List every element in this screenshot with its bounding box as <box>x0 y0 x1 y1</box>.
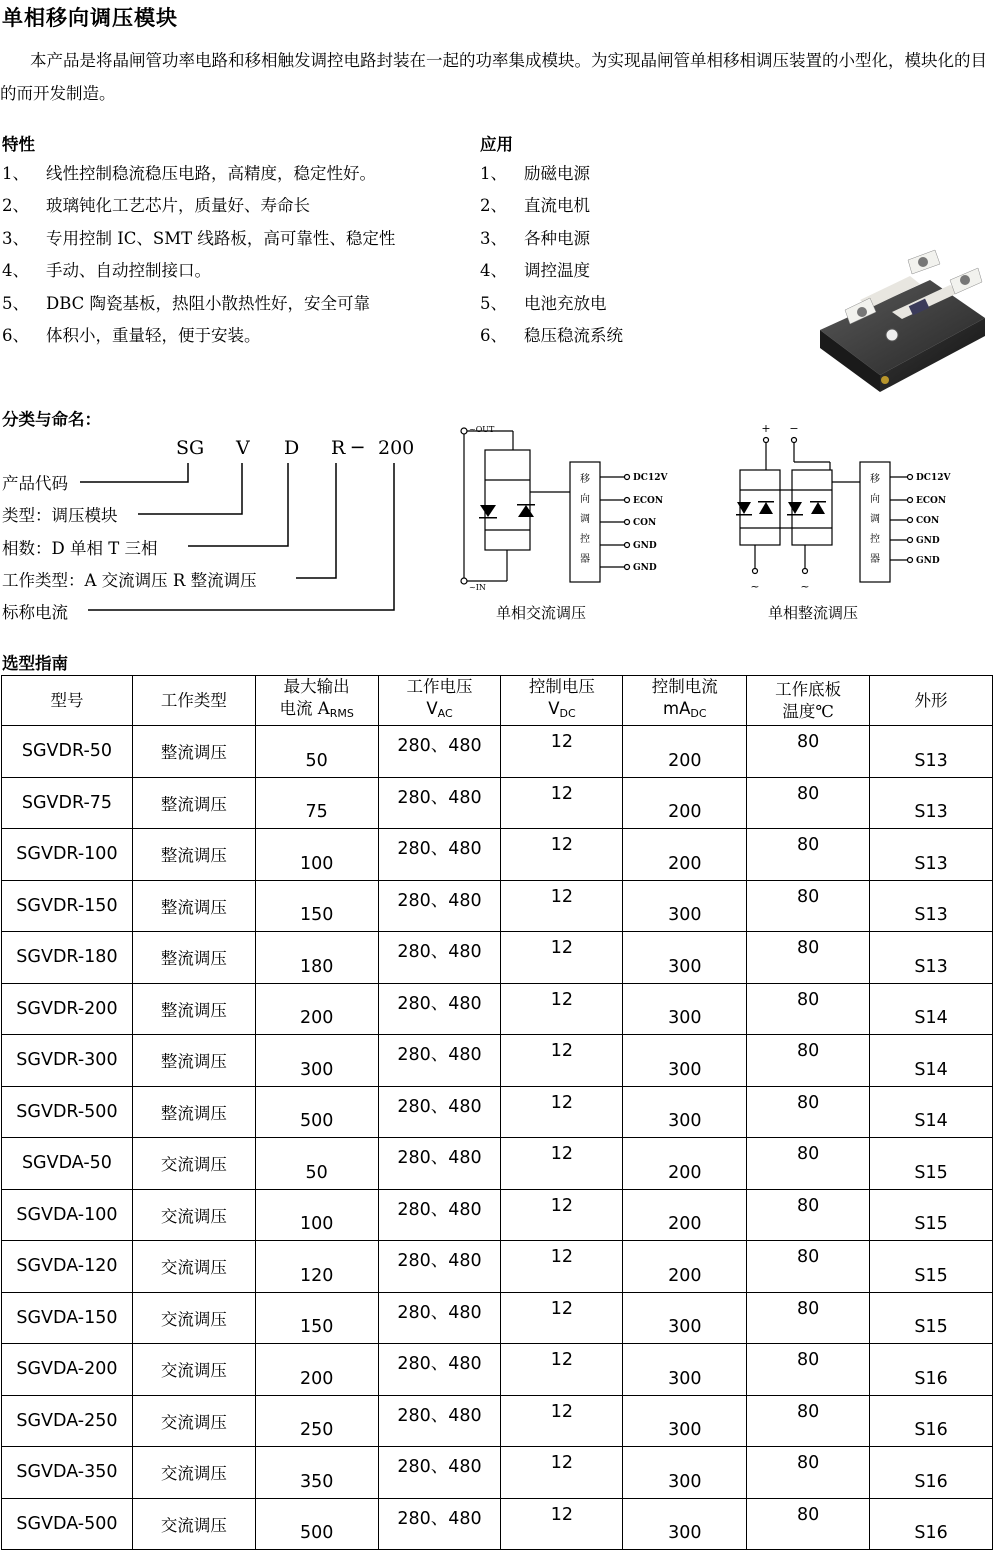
col-header-type: 工作类型 <box>132 676 255 726</box>
dc-pin-label: ECON <box>916 496 947 506</box>
list-item: 1、 励磁电源 <box>480 164 590 183</box>
table-row <box>2 880 993 932</box>
current-cell: 300 <box>255 1035 378 1087</box>
control-voltage-cell: 12 <box>501 1189 623 1241</box>
list-item: 3、 各种电源 <box>480 228 590 248</box>
list-item: 6、 稳压稳流系统 <box>480 326 623 346</box>
control-current-cell: 300 <box>623 1292 747 1344</box>
table-row <box>2 1344 993 1396</box>
type-cell: 整流调压 <box>132 983 255 1035</box>
type-cell: 交流调压 <box>132 1498 255 1550</box>
shape-cell: S15 <box>870 1189 993 1241</box>
list-item: 6、 体积小，重量轻，便于安装。 <box>2 326 261 346</box>
temperature-cell: 80 <box>747 1344 870 1396</box>
control-voltage-cell: 12 <box>501 1395 623 1447</box>
col-header-current: 最大输出 电流 $A_{RMS}$ <box>255 676 378 726</box>
model-cell: SGVDA-250 <box>2 1395 133 1447</box>
control-voltage-cell: 12 <box>501 1035 623 1087</box>
table-row <box>2 1138 993 1190</box>
control-voltage-cell: 12 <box>501 1138 623 1190</box>
code-v: V <box>236 437 250 459</box>
current-cell: 75 <box>255 777 378 829</box>
ac-controller-char: 控 <box>580 534 590 545</box>
control-current-cell: 200 <box>623 1138 747 1190</box>
list-item: 5、 电池充放电 <box>480 293 607 313</box>
ac-controller-char: 调 <box>580 514 590 525</box>
control-voltage-cell: 12 <box>501 1447 623 1499</box>
type-cell: 整流调压 <box>132 829 255 881</box>
type-cell: 交流调压 <box>132 1292 255 1344</box>
current-cell: 50 <box>255 1138 378 1190</box>
control-voltage-cell: 12 <box>501 983 623 1035</box>
voltage-cell: 280、480 <box>378 1395 501 1447</box>
selection-heading: 选型指南 <box>2 654 68 673</box>
model-cell: SGVDR-200 <box>2 983 133 1035</box>
type-cell: 整流调压 <box>132 880 255 932</box>
dc-controller-char: 向 <box>870 494 880 505</box>
control-current-cell: 300 <box>623 880 747 932</box>
dc-controller-char: 调 <box>870 514 880 525</box>
control-current-cell: 300 <box>623 1447 747 1499</box>
current-cell: 150 <box>255 1292 378 1344</box>
temperature-cell: 80 <box>747 726 870 778</box>
list-item: 4、 调控温度 <box>480 261 590 281</box>
table-row <box>2 1189 993 1241</box>
type-cell: 交流调压 <box>132 1189 255 1241</box>
control-current-cell: 200 <box>623 1241 747 1293</box>
voltage-cell: 280、480 <box>378 1344 501 1396</box>
selection-table <box>1 675 993 1550</box>
temperature-cell: 80 <box>747 932 870 984</box>
voltage-cell: 280、480 <box>378 1189 501 1241</box>
model-cell: SGVDA-120 <box>2 1241 133 1293</box>
table-row <box>2 1395 993 1447</box>
ac-pin-label: CON <box>633 518 657 528</box>
shape-cell: S14 <box>870 983 993 1035</box>
dc-tilde-label: ~ <box>800 580 810 593</box>
shape-cell: S13 <box>870 777 993 829</box>
table-row <box>2 777 993 829</box>
table-row <box>2 1241 993 1293</box>
temperature-cell: 80 <box>747 829 870 881</box>
ac-controller-char: 移 <box>580 474 590 485</box>
type-cell: 交流调压 <box>132 1138 255 1190</box>
naming-label-product-code: 产品代码 <box>2 474 68 493</box>
list-item: 1、 线性控制稳流稳压电路，高精度，稳定性好。 <box>2 164 376 183</box>
code-d: D <box>284 437 300 459</box>
list-item: 2、 直流电机 <box>480 196 590 216</box>
table-row <box>2 829 993 881</box>
code-sg: SG <box>176 437 205 459</box>
control-current-cell: 200 <box>623 1189 747 1241</box>
control-current-cell: 200 <box>623 829 747 881</box>
temperature-cell: 80 <box>747 1292 870 1344</box>
control-voltage-cell: 12 <box>501 777 623 829</box>
temperature-cell: 80 <box>747 1138 870 1190</box>
shape-cell: S14 <box>870 1086 993 1138</box>
temperature-cell: 80 <box>747 1035 870 1087</box>
model-cell: SGVDR-180 <box>2 932 133 984</box>
dc-minus-label: − <box>789 422 799 435</box>
type-cell: 交流调压 <box>132 1344 255 1396</box>
col-header-voltage: 工作电压 $V_{AC}$ <box>378 676 501 726</box>
voltage-cell: 280、480 <box>378 777 501 829</box>
ac-controller-char: 向 <box>580 494 590 505</box>
voltage-cell: 280、480 <box>378 880 501 932</box>
intro-text: 本产品是将晶闸管功率电路和移相触发调控电路封装在一起的功率集成模块。为实现晶闸管单相移相调压装置的小型化，模块化的目的而开发制造。 <box>0 51 987 103</box>
table-row <box>2 983 993 1035</box>
ac-pin-label: ECON <box>633 496 664 506</box>
model-cell: SGVDA-200 <box>2 1344 133 1396</box>
model-cell: SGVDR-100 <box>2 829 133 881</box>
naming-label-phase: 相数：D 单相 T 三相 <box>2 539 158 558</box>
ac-pin-label: GND <box>633 541 657 551</box>
table-row <box>2 1292 993 1344</box>
control-current-cell: 300 <box>623 1035 747 1087</box>
selection-table-body <box>2 726 993 1550</box>
table-header-row <box>2 676 993 726</box>
shape-cell: S13 <box>870 880 993 932</box>
current-cell: 120 <box>255 1241 378 1293</box>
current-cell: 100 <box>255 829 378 881</box>
control-voltage-cell: 12 <box>501 1241 623 1293</box>
features-list <box>2 158 395 352</box>
control-voltage-cell: 12 <box>501 1292 623 1344</box>
dc-diagram-caption: 单相整流调压 <box>768 604 859 622</box>
model-cell: SGVDR-150 <box>2 880 133 932</box>
table-row <box>2 726 993 778</box>
voltage-cell: 280、480 <box>378 829 501 881</box>
temperature-cell: 80 <box>747 1241 870 1293</box>
temperature-cell: 80 <box>747 777 870 829</box>
control-current-cell: 300 <box>623 1395 747 1447</box>
table-row <box>2 1498 993 1550</box>
control-current-cell: 200 <box>623 777 747 829</box>
control-current-cell: 300 <box>623 1344 747 1396</box>
naming-label-work-type: 工作类型：A 交流调压 R 整流调压 <box>2 571 257 590</box>
intro-paragraph <box>0 44 1000 110</box>
current-cell: 250 <box>255 1395 378 1447</box>
temperature-cell: 80 <box>747 1447 870 1499</box>
model-cell: SGVDR-500 <box>2 1086 133 1138</box>
current-cell: 50 <box>255 726 378 778</box>
current-cell: 200 <box>255 1344 378 1396</box>
current-cell: 500 <box>255 1086 378 1138</box>
temperature-cell: 80 <box>747 880 870 932</box>
ac-out-label: ~OUT <box>469 425 495 434</box>
voltage-cell: 280、480 <box>378 1241 501 1293</box>
current-cell: 100 <box>255 1189 378 1241</box>
list-item: 5、 DBC 陶瓷基板，热阻小散热性好，安全可靠 <box>2 293 371 313</box>
current-cell: 150 <box>255 880 378 932</box>
dc-pin-label: DC12V <box>916 473 951 483</box>
dc-circuit-diagram <box>730 420 998 600</box>
temperature-cell: 80 <box>747 1498 870 1550</box>
type-cell: 整流调压 <box>132 1086 255 1138</box>
model-cell: SGVDR-75 <box>2 777 133 829</box>
type-cell: 整流调压 <box>132 777 255 829</box>
col-header-control-voltage: 控制电压 $V_{DC}$ <box>501 676 623 726</box>
shape-cell: S15 <box>870 1241 993 1293</box>
control-voltage-cell: 12 <box>501 726 623 778</box>
control-current-cell: 300 <box>623 983 747 1035</box>
page-title: 单相移向调压模块 <box>2 6 178 30</box>
naming-label-current: 标称电流 <box>2 603 68 622</box>
dc-controller-char: 控 <box>870 534 880 545</box>
dc-controller-char: 器 <box>870 554 880 565</box>
table-row <box>2 932 993 984</box>
control-voltage-cell: 12 <box>501 1086 623 1138</box>
shape-cell: S16 <box>870 1344 993 1396</box>
voltage-cell: 280、480 <box>378 932 501 984</box>
current-cell: 180 <box>255 932 378 984</box>
table-row <box>2 1086 993 1138</box>
model-cell: SGVDA-500 <box>2 1498 133 1550</box>
dc-pin-label: GND <box>916 556 940 566</box>
type-cell: 整流调压 <box>132 932 255 984</box>
ac-circuit-diagram <box>455 420 685 600</box>
list-item: 3、 专用控制 IC、SMT 线路板，高可靠性、稳定性 <box>2 228 396 248</box>
control-voltage-cell: 12 <box>501 829 623 881</box>
control-current-cell: 200 <box>623 726 747 778</box>
model-cell: SGVDR-300 <box>2 1035 133 1087</box>
applications-heading: 应用 <box>480 135 513 154</box>
dc-pin-label: CON <box>916 516 940 526</box>
col-header-model: 型号 <box>2 676 133 726</box>
control-current-cell: 300 <box>623 1498 747 1550</box>
type-cell: 交流调压 <box>132 1241 255 1293</box>
naming-leader-lines <box>0 455 420 615</box>
temperature-cell: 80 <box>747 1395 870 1447</box>
voltage-cell: 280、480 <box>378 726 501 778</box>
voltage-cell: 280、480 <box>378 1138 501 1190</box>
code-current: 200 <box>378 437 415 459</box>
control-current-cell: 300 <box>623 1086 747 1138</box>
dc-tilde-label: ~ <box>750 580 760 593</box>
table-row <box>2 1447 993 1499</box>
ac-pin-label: DC12V <box>633 473 668 483</box>
shape-cell: S16 <box>870 1395 993 1447</box>
naming-label-type: 类型：调压模块 <box>2 506 118 525</box>
list-item: 2、 玻璃钝化工艺芯片，质量好、寿命长 <box>2 196 310 216</box>
shape-cell: S14 <box>870 1035 993 1087</box>
temperature-cell: 80 <box>747 1086 870 1138</box>
model-cell: SGVDR-50 <box>2 726 133 778</box>
type-cell: 交流调压 <box>132 1447 255 1499</box>
naming-heading: 分类与命名： <box>2 410 101 429</box>
shape-cell: S13 <box>870 829 993 881</box>
model-cell: SGVDA-50 <box>2 1138 133 1190</box>
voltage-cell: 280、480 <box>378 1498 501 1550</box>
voltage-cell: 280、480 <box>378 1035 501 1087</box>
ac-controller-char: 器 <box>580 554 590 565</box>
col-header-control-current: 控制电流 $mA_{DC}$ <box>623 676 747 726</box>
voltage-cell: 280、480 <box>378 1292 501 1344</box>
control-voltage-cell: 12 <box>501 880 623 932</box>
model-cell: SGVDA-350 <box>2 1447 133 1499</box>
shape-cell: S16 <box>870 1447 993 1499</box>
control-voltage-cell: 12 <box>501 1498 623 1550</box>
model-cell: SGVDA-150 <box>2 1292 133 1344</box>
current-cell: 350 <box>255 1447 378 1499</box>
shape-cell: S13 <box>870 726 993 778</box>
type-cell: 整流调压 <box>132 726 255 778</box>
dc-controller-char: 移 <box>870 474 880 485</box>
shape-cell: S13 <box>870 932 993 984</box>
dc-pin-label: GND <box>916 536 940 546</box>
ac-diagram-caption: 单相交流调压 <box>496 604 587 622</box>
model-cell: SGVDA-100 <box>2 1189 133 1241</box>
shape-cell: S15 <box>870 1138 993 1190</box>
type-cell: 整流调压 <box>132 1035 255 1087</box>
voltage-cell: 280、480 <box>378 983 501 1035</box>
module-photo <box>800 240 992 400</box>
col-header-shape: 外形 <box>870 676 993 726</box>
code-r: R <box>331 437 346 459</box>
current-cell: 200 <box>255 983 378 1035</box>
ac-pin-label: GND <box>633 563 657 573</box>
ac-in-label: ~IN <box>469 583 486 592</box>
shape-cell: S15 <box>870 1292 993 1344</box>
features-heading: 特性 <box>2 135 35 154</box>
shape-cell: S16 <box>870 1498 993 1550</box>
list-item: 4、 手动、自动控制接口。 <box>2 261 211 281</box>
control-current-cell: 300 <box>623 932 747 984</box>
current-cell: 500 <box>255 1498 378 1550</box>
applications-list <box>480 158 623 352</box>
voltage-cell: 280、480 <box>378 1447 501 1499</box>
control-voltage-cell: 12 <box>501 1344 623 1396</box>
voltage-cell: 280、480 <box>378 1086 501 1138</box>
code-dash: ─ <box>352 437 364 459</box>
temperature-cell: 80 <box>747 1189 870 1241</box>
type-cell: 交流调压 <box>132 1395 255 1447</box>
table-row <box>2 1035 993 1087</box>
control-voltage-cell: 12 <box>501 932 623 984</box>
dc-plus-label: + <box>761 422 771 435</box>
col-header-temperature: 工作底板 温度℃ <box>747 676 870 726</box>
temperature-cell: 80 <box>747 983 870 1035</box>
